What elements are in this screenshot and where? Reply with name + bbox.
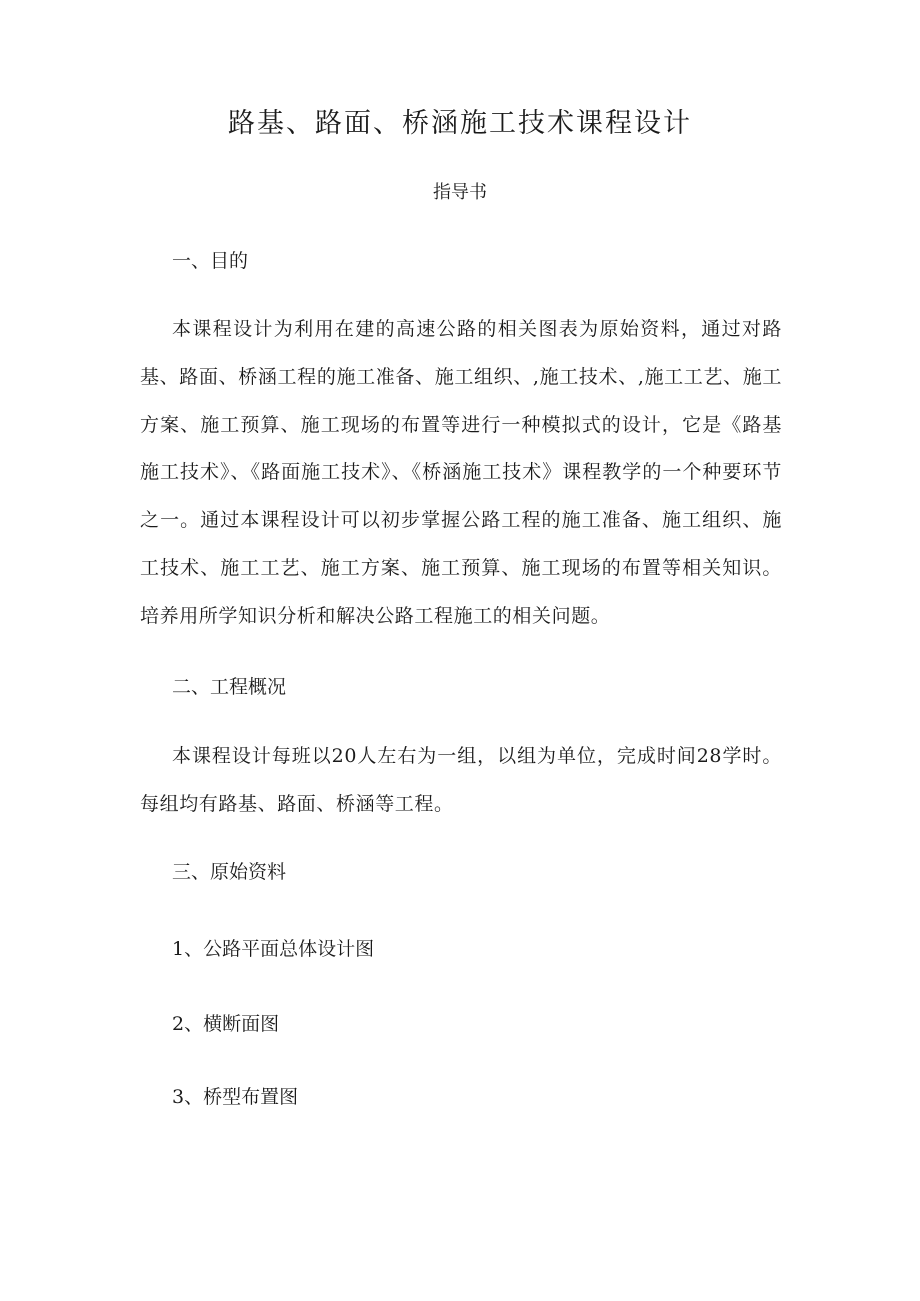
section-heading-purpose: 一、目的	[172, 250, 249, 272]
section-paragraph-overview: 本课程设计每班以20人左右为一组，以组为单位，完成时间28学时。每组均有路基、路面、桥涵等工程。	[140, 745, 782, 815]
section-paragraph-purpose: 本课程设计为利用在建的高速公路的相关图表为原始资料，通过对路基、路面、桥涵工程的施工准备、施工组织、,施工技术、,施工工艺、施工方案、施工预算、施工现场的布置等进行一种模拟式的设计，它是《路基施工技术》、《路面施工技术》、《桥涵施工技术》课程教学的一个种要环节之一。通过本课程设计可以初步掌握公路工程的施工准备、施工组织、施工技术、施工工艺、施工方案、施工预算、施工现场的布置等相关知识。培养用所学知识分析和解决公路工程施工的相关问题。	[140, 318, 782, 627]
document-title: 路基、路面、桥涵施工技术课程设计	[228, 108, 692, 139]
materials-list-item: 3、桥型布置图	[172, 1086, 299, 1108]
materials-list-item: 2、横断面图	[172, 1013, 280, 1035]
section-heading-materials: 三、原始资料	[172, 861, 287, 883]
section-heading-overview: 二、工程概况	[172, 676, 287, 698]
materials-list-item: 1、公路平面总体设计图	[172, 938, 375, 960]
document-subtitle: 指导书	[433, 182, 487, 203]
